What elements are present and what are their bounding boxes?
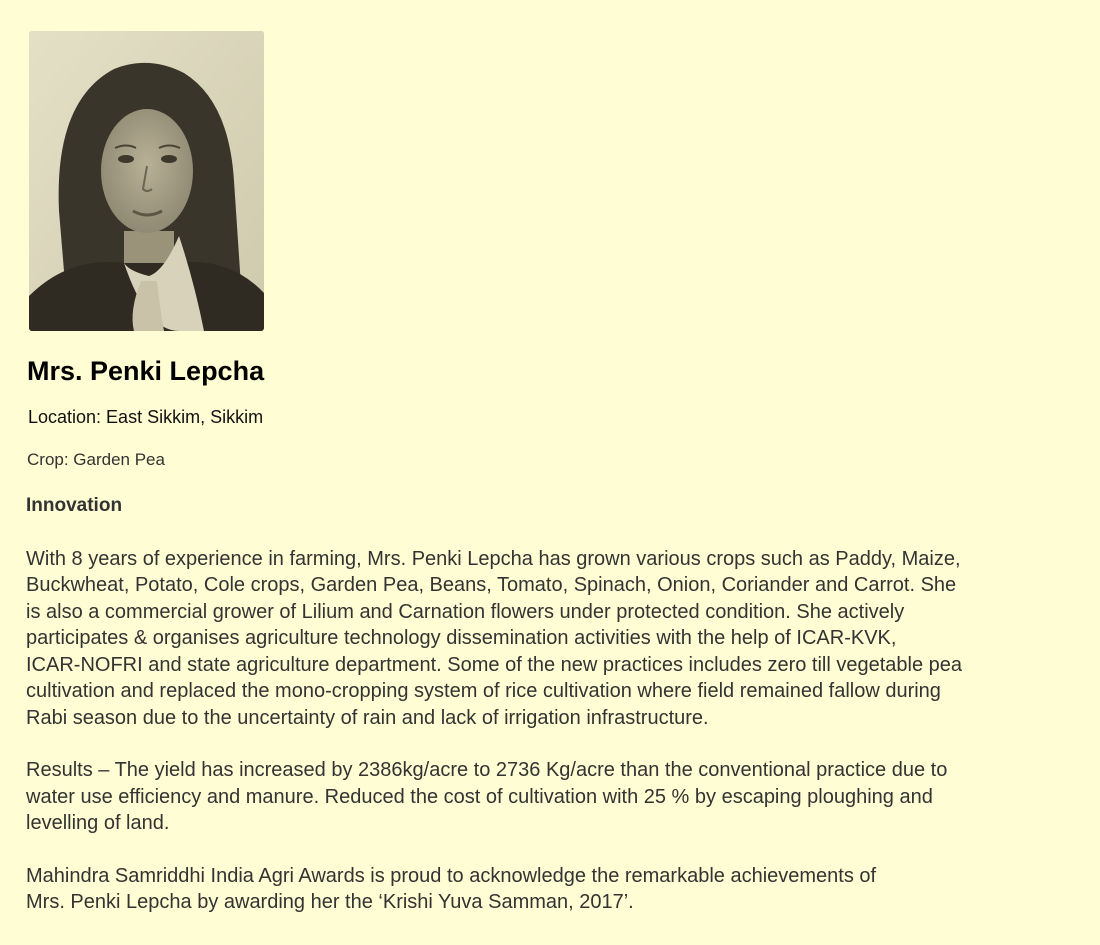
- paragraph-line: Mahindra Samriddhi India Agri Awards is proud to acknowledge the remarkable achievements of: [26, 864, 877, 887]
- innovation-heading: Innovation: [26, 495, 123, 516]
- paragraph-line: is also a commercial grower of Lilium and Carnation flowers under protected condition. She actively: [26, 600, 905, 623]
- location-text: Location: East Sikkim, Sikkim: [28, 407, 264, 427]
- paragraph-line: Rabi season due to the uncertainty of rain and lack of irrigation infrastructure.: [26, 706, 709, 729]
- paragraph-line: Mrs. Penki Lepcha by awarding her the ‘Krishi Yuva Samman, 2017’.: [26, 891, 634, 913]
- paragraph-line: With 8 years of experience in farming, Mrs. Penki Lepcha has grown various crops such as Paddy, Maize,: [26, 547, 961, 570]
- paragraph-line: ICAR-NOFRI and state agriculture department. Some of the new practices includes zero till vegetable pea: [26, 653, 963, 676]
- paragraph-line: Buckwheat, Potato, Cole crops, Garden Pea, Beans, Tomato, Spinach, Onion, Coriander and Carrot. She: [26, 574, 957, 596]
- paragraph-line: Results – The yield has increased by 2386kg/acre to 2736 Kg/acre than the conventional practice due to: [26, 759, 948, 781]
- farmer-name: Mrs. Penki Lepcha: [27, 356, 265, 386]
- profile-photo: [29, 31, 264, 331]
- paragraph-line: water use efficiency and manure. Reduced the cost of cultivation with 25 % by escaping ploughing and: [26, 785, 933, 808]
- results-paragraph: [26, 757, 1066, 837]
- portrait-image: [29, 31, 264, 331]
- paragraph-line: cultivation and replaced the mono-cropping system of rice cultivation where field remained fallow during: [26, 680, 941, 702]
- innovation-section: [26, 493, 1066, 942]
- crop-text: Crop: Garden Pea: [27, 450, 165, 469]
- paragraph-line: participates & organises agriculture technology dissemination activities with the help of ICAR-KVK,: [26, 627, 897, 649]
- experience-paragraph: [26, 546, 1066, 732]
- paragraph-line: levelling of land.: [26, 812, 170, 834]
- award-paragraph: [26, 863, 1066, 916]
